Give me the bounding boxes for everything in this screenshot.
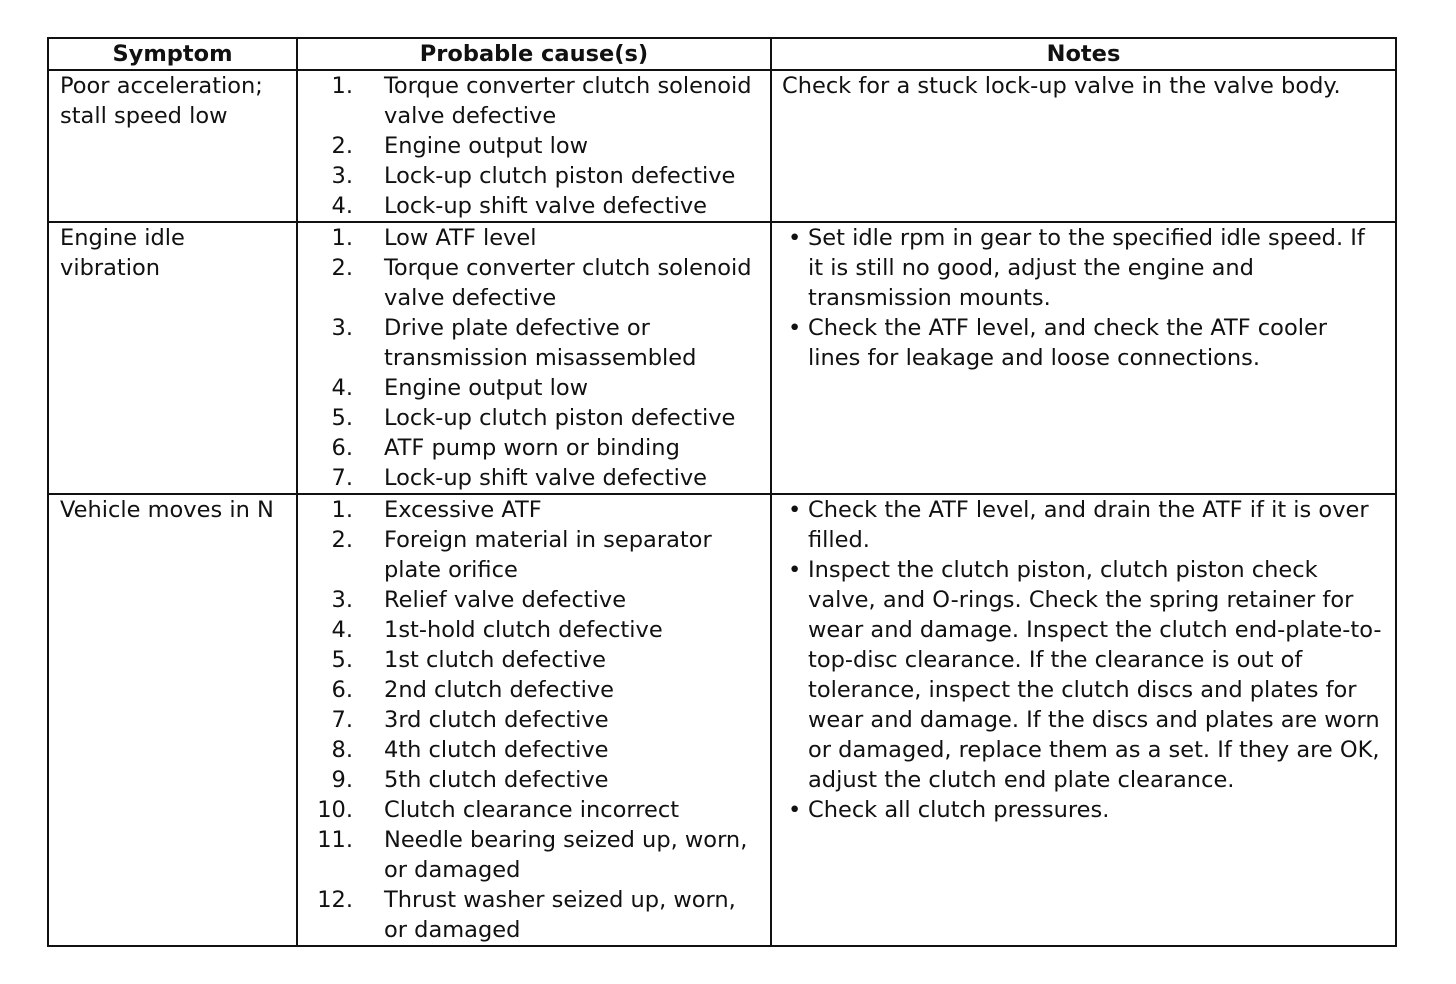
note-item <box>782 795 1385 825</box>
header-notes: Notes <box>771 38 1396 70</box>
symptom-cell: Engine idle vibration <box>48 222 297 494</box>
cause-item <box>298 735 770 765</box>
cause-text: Engine output low <box>384 375 589 401</box>
cause-item <box>298 525 770 585</box>
cause-text: Needle bearing seized up, worn, or damaged <box>384 827 748 883</box>
cause-text: Lock-up shift valve defective <box>384 193 708 219</box>
cause-number: 3. <box>331 587 353 613</box>
cause-text: Relief valve defective <box>384 587 627 613</box>
cause-number: 10. <box>317 797 353 823</box>
header-row <box>48 38 1396 70</box>
note-item <box>782 313 1385 373</box>
bullet-icon: • <box>788 497 802 523</box>
cause-text: Clutch clearance incorrect <box>384 797 680 823</box>
note-text: Inspect the clutch piston, clutch piston check valve, and O-rings. Check the spring retainer for wear and damage. Inspect the clutch end-plate-to-top-disc clearance. If the clearance is out of tolerance, inspect the clutch discs and plates for wear and damage. If the discs and plates are worn or damaged, replace them as a set. If they are OK, adjust the clutch end plate clearance. <box>808 557 1382 793</box>
symptom-cell: Poor acceleration; stall speed low <box>48 70 297 222</box>
cause-item <box>298 795 770 825</box>
cause-text: 1st clutch defective <box>384 647 606 673</box>
cause-text: Drive plate defective or transmission misassembled <box>384 315 697 371</box>
cause-number: 1. <box>331 73 353 99</box>
note-text: Check the ATF level, and drain the ATF if it is over filled. <box>808 497 1369 553</box>
notes-cell <box>771 222 1396 494</box>
bullet-icon: • <box>788 797 802 823</box>
cause-item <box>298 463 770 493</box>
cause-number: 6. <box>331 677 353 703</box>
notes-list <box>782 495 1385 825</box>
notes-cell <box>771 70 1396 222</box>
cause-item <box>298 585 770 615</box>
note-item <box>782 495 1385 555</box>
cause-number: 7. <box>331 465 353 491</box>
note-item <box>782 223 1385 313</box>
cause-number: 3. <box>331 163 353 189</box>
note-text: Set idle rpm in gear to the specified idle speed. If it is still no good, adjust the engine and transmission mounts. <box>808 225 1365 311</box>
cause-number: 6. <box>331 435 353 461</box>
causes-cell <box>297 70 771 222</box>
cause-item <box>298 253 770 313</box>
notes-list <box>782 223 1385 373</box>
cause-text: Engine output low <box>384 133 589 159</box>
cause-number: 4. <box>331 617 353 643</box>
notes-cell <box>771 494 1396 946</box>
bullet-icon: • <box>788 315 802 341</box>
cause-item <box>298 191 770 221</box>
cause-number: 4. <box>331 193 353 219</box>
cause-text: Lock-up clutch piston defective <box>384 163 736 189</box>
causes-cell <box>297 222 771 494</box>
cause-number: 8. <box>331 737 353 763</box>
cause-number: 2. <box>331 527 353 553</box>
cause-text: Low ATF level <box>384 225 537 251</box>
cause-text: Excessive ATF <box>384 497 542 523</box>
cause-number: 2. <box>331 255 353 281</box>
cause-item <box>298 705 770 735</box>
cause-number: 9. <box>331 767 353 793</box>
cause-number: 11. <box>317 827 353 853</box>
cause-item <box>298 161 770 191</box>
cause-number: 12. <box>317 887 353 913</box>
cause-item <box>298 645 770 675</box>
note-item <box>782 555 1385 795</box>
cause-list <box>298 223 770 493</box>
cause-text: Foreign material in separator plate orifice <box>384 527 712 583</box>
cause-text: Torque converter clutch solenoid valve defective <box>384 73 752 129</box>
causes-cell <box>297 494 771 946</box>
note-text: Check the ATF level, and check the ATF cooler lines for leakage and loose connections. <box>808 315 1328 371</box>
cause-number: 5. <box>331 647 353 673</box>
cause-item <box>298 223 770 253</box>
cause-item <box>298 615 770 645</box>
cause-item <box>298 403 770 433</box>
cause-text: Lock-up shift valve defective <box>384 465 708 491</box>
cause-text: Thrust washer seized up, worn, or damaged <box>384 887 736 943</box>
cause-number: 5. <box>331 405 353 431</box>
cause-list <box>298 71 770 221</box>
cause-text: Torque converter clutch solenoid valve defective <box>384 255 752 311</box>
cause-item <box>298 131 770 161</box>
cause-item <box>298 373 770 403</box>
cause-item <box>298 495 770 525</box>
cause-text: 1st-hold clutch defective <box>384 617 663 643</box>
cause-text: 5th clutch defective <box>384 767 609 793</box>
cause-number: 1. <box>331 225 353 251</box>
cause-number: 2. <box>331 133 353 159</box>
cause-number: 1. <box>331 497 353 523</box>
cause-text: 3rd clutch defective <box>384 707 609 733</box>
cause-item <box>298 433 770 463</box>
cause-list <box>298 495 770 945</box>
cause-item <box>298 885 770 945</box>
cause-item <box>298 675 770 705</box>
symptom-cell: Vehicle moves in N <box>48 494 297 946</box>
cause-item <box>298 313 770 373</box>
cause-number: 4. <box>331 375 353 401</box>
table-row <box>48 494 1396 946</box>
table-row <box>48 222 1396 494</box>
bullet-icon: • <box>788 557 802 583</box>
cause-item <box>298 825 770 885</box>
cause-text: 4th clutch defective <box>384 737 609 763</box>
cause-text: ATF pump worn or binding <box>384 435 680 461</box>
cause-number: 7. <box>331 707 353 733</box>
cause-number: 3. <box>331 315 353 341</box>
troubleshooting-table <box>47 37 1397 947</box>
cause-text: 2nd clutch defective <box>384 677 614 703</box>
cause-item <box>298 71 770 131</box>
cause-text: Lock-up clutch piston defective <box>384 405 736 431</box>
note-text: Check for a stuck lock-up valve in the valve body. <box>782 73 1341 99</box>
cause-item <box>298 765 770 795</box>
header-symptom: Symptom <box>48 38 297 70</box>
table-row <box>48 70 1396 222</box>
header-probable-causes: Probable cause(s) <box>297 38 771 70</box>
note-text: Check all clutch pressures. <box>808 797 1110 823</box>
bullet-icon: • <box>788 225 802 251</box>
